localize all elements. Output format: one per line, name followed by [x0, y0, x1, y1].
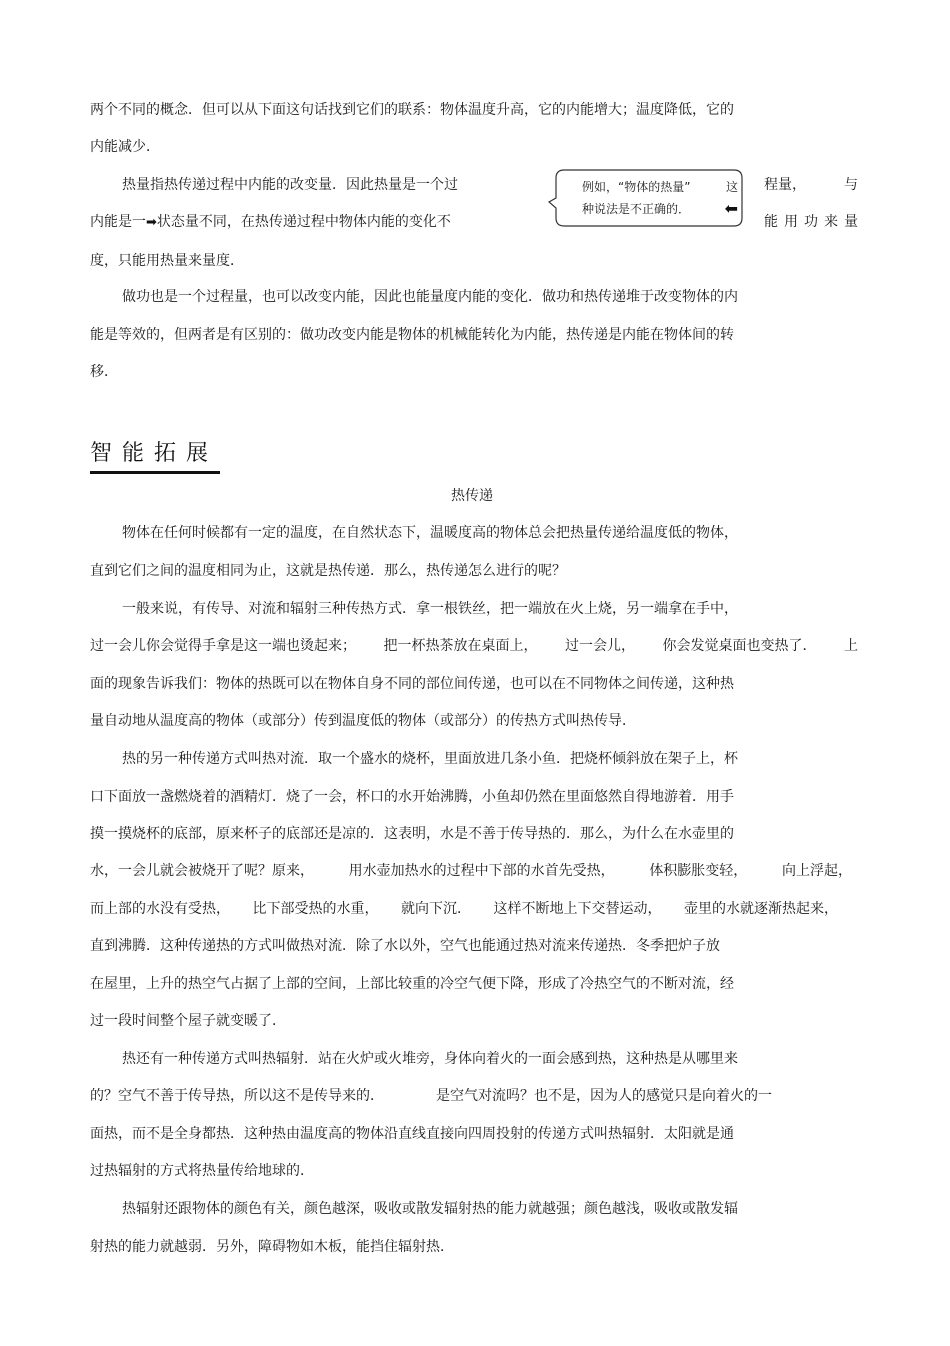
p4-line-2-seg-a: 的？空气不善于传导热，所以这不是传导来的．: [90, 1088, 384, 1104]
article-title: 热传递: [451, 488, 493, 504]
p1-line-2: 直到它们之间的温度相同为止，这就是热传递．那么，热传递怎么进行的呢？: [90, 563, 566, 579]
section-underline: [90, 471, 220, 474]
p2-line-1: 一般来说，有传导、对流和辐射三种传热方式．拿一根铁丝，把一端放在火上烧，另一端拿在手中，: [122, 601, 738, 617]
intro-line-2: 内能减少．: [90, 139, 160, 155]
p3-line-4-seg-a: 水，一会儿就会被烧开了呢？原来，: [90, 863, 314, 879]
heat-line-1-right-b: 与: [844, 177, 858, 193]
heat-line-2-right: 能用功来量: [764, 214, 864, 230]
p3-line-4-seg-d: 向上浮起，: [781, 863, 852, 879]
p5-line-2: 射热的能力就越弱．另外，障碍物如木板，能挡住辐射热．: [90, 1239, 454, 1255]
p3-line-5-seg-d: 这样不断地上下交替运动，: [493, 901, 662, 917]
p3-line-1: 热的另一种传递方式叫热对流．取一个盛水的烧杯，里面放进几条小鱼．把烧杯倾斜放在架子上，杯: [122, 751, 738, 767]
p4-line-2: [90, 1087, 772, 1105]
p3-line-5-seg-e: 壶里的水就逐渐热起来，: [684, 901, 838, 917]
p5-line-1: 热辐射还跟物体的颜色有关，颜色越深，吸收或散发辐射热的能力就越强；颜色越浅，吸收或散发辐: [122, 1201, 738, 1217]
p2-line-2-seg-b: 把一杯热茶放在桌面上，: [383, 638, 538, 654]
p2-line-4: 量自动地从温度高的物体（或部分）传到温度低的物体（或部分）的传热方式叫热传导．: [90, 713, 636, 729]
p2-line-2-seg-a: 过一会儿你会觉得手拿是这一端也烫起来；: [90, 638, 356, 654]
p2-line-2-seg-d: 你会发觉桌面也变热了．: [662, 638, 817, 654]
callout-text: [582, 176, 738, 220]
heat-line-3: 度，只能用热量来量度．: [90, 253, 244, 269]
work-line-1: 做功也是一个过程量，也可以改变内能，因此也能量度内能的变化．做功和热传递堆于改变物体的内: [122, 289, 738, 305]
p2-line-2: [90, 637, 858, 655]
p3-line-5-seg-b: 比下部受热的水重，: [252, 901, 379, 917]
callout-line-2: 种说法是不正确的．: [582, 202, 691, 216]
heat-line-1-right-a: 程量，: [764, 177, 806, 193]
p3-line-4-seg-b: 用水壶加热水的过程中下部的水首先受热，: [348, 863, 615, 879]
p4-line-2-seg-b: 是空气对流吗？也不是，因为人的感觉只是向着火的一: [436, 1088, 772, 1104]
p3-line-5-seg-c: 就向下沉．: [401, 901, 471, 917]
p2-line-3: 面的现象告诉我们：物体的热既可以在物体自身不同的部位间传递，也可以在不同物体之间传递，这种热: [90, 676, 734, 692]
p2-line-2-seg-e: 上: [844, 638, 858, 654]
intro-line-1: 两个不同的概念．但可以从下面这句话找到它们的联系：物体温度升高，它的内能增大；温度降低，它的: [90, 102, 734, 118]
p4-line-4: 过热辐射的方式将热量传给地球的．: [90, 1163, 314, 1179]
p3-line-7: 在屋里，上升的热空气占据了上部的空间，上部比较重的冷空气便下降，形成了冷热空气的不断对流，经: [90, 976, 734, 992]
callout-bubble: [548, 168, 744, 228]
p3-line-5-seg-a: 而上部的水没有受热，: [90, 901, 230, 917]
p4-line-1: 热还有一种传递方式叫热辐射．站在火炉或火堆旁，身体向着火的一面会感到热，这种热是从哪里来: [122, 1051, 738, 1067]
p3-line-4-seg-c: 体积膨胀变轻，: [649, 863, 748, 879]
p3-line-3: 摸一摸烧杯的底部，原来杯子的底部还是凉的．这表明，水是不善于传导热的．那么，为什么在水壶里的: [90, 826, 734, 842]
arrow-left-icon: ⬅: [724, 199, 738, 218]
p1-line-1: 物体在任何时候都有一定的温度，在自然状态下，温暖度高的物体总会把热量传递给温度低的物体，: [122, 525, 738, 541]
p2-line-2-seg-c: 过一会儿，: [565, 638, 635, 654]
callout-line-1-b: 这: [725, 180, 738, 194]
work-line-3: 移．: [90, 364, 118, 380]
heat-line-1-left: 热量指热传递过程中内能的改变量．因此热量是一个过: [122, 177, 458, 193]
callout-line-1-a: 例如，“物体的热量”: [582, 180, 691, 194]
p3-line-6: 直到沸腾．这种传递热的方式叫做热对流．除了水以外，空气也能通过热对流来传递热．冬季把炉子放: [90, 938, 720, 954]
p3-line-2: 口下面放一盏燃烧着的酒精灯．烧了一会，杯口的水开始沸腾，小鱼却仍然在里面悠然自得地游着．用手: [90, 789, 734, 805]
arrow-right-icon: ➡: [146, 215, 157, 230]
work-line-2: 能是等效的，但两者是有区别的：做功改变内能是物体的机械能转化为内能，热传递是内能在物体间的转: [90, 327, 734, 343]
heat-line-2-left-a: 内能是一: [90, 214, 146, 230]
heat-line-2-left: [90, 213, 451, 231]
section-heading: 智能拓展: [90, 441, 219, 466]
p4-line-3: 面热，而不是全身都热．这种热由温度高的物体沿直线直接向四周投射的传递方式叫热辐射．太阳就是通: [90, 1126, 734, 1142]
p3-line-8: 过一段时间整个屋子就变暖了．: [90, 1013, 286, 1029]
heat-line-2-left-b: 状态量不同，在热传递过程中物体内能的变化不: [156, 214, 451, 230]
p3-line-4: [90, 862, 852, 880]
p3-line-5: [90, 900, 838, 918]
